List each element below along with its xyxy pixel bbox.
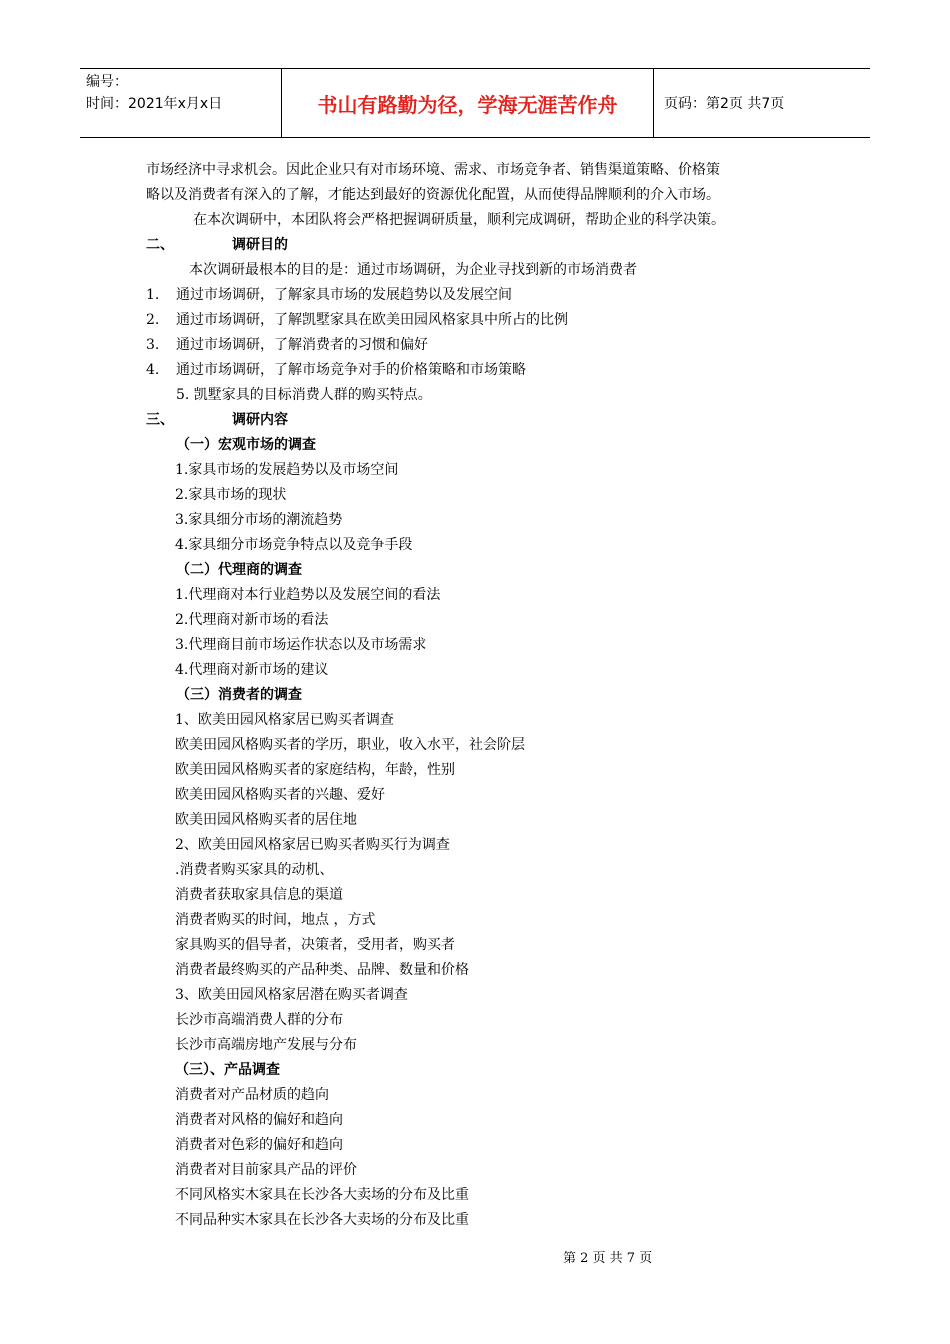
- paragraph-line: 本次调研最根本的目的是：通过市场调研，为企业寻找到新的市场消费者: [189, 262, 637, 278]
- list-item: 1、欧美田园风格家居已购买者调查: [175, 712, 394, 728]
- list-item: 不同风格实木家具在长沙各大卖场的分布及比重: [175, 1187, 469, 1203]
- list-item: 4.代理商对新市场的建议: [175, 662, 329, 678]
- list-item: 欧美田园风格购买者的兴趣、爱好: [175, 787, 385, 803]
- list-item: 4.家具细分市场竞争特点以及竞争手段: [175, 537, 413, 553]
- list-item: 2.代理商对新市场的看法: [175, 612, 329, 628]
- list-item: 消费者对产品材质的趋向: [175, 1087, 329, 1103]
- list-item: 消费者购买的时间，地点 ，方式: [175, 912, 376, 928]
- list-number: 1.: [146, 287, 160, 303]
- list-item: .消费者购买家具的动机、: [175, 862, 334, 878]
- page-indicator: 页码：第2页 共7页: [664, 96, 785, 112]
- list-item: 消费者最终购买的产品种类、品牌、数量和价格: [175, 962, 469, 978]
- paragraph-line: 市场经济中寻求机会。因此企业只有对市场环境、需求、市场竞争者、销售渠道策略、价格策: [146, 162, 720, 178]
- list-number: 4.: [146, 362, 160, 378]
- subsection-heading: （二）代理商的调查: [176, 562, 302, 578]
- list-item: 消费者对风格的偏好和趋向: [175, 1112, 343, 1128]
- footer-page-number: 第 2 页 共 7 页: [563, 1251, 653, 1266]
- list-item: 消费者获取家具信息的渠道: [175, 887, 343, 903]
- paragraph-line: 在本次调研中，本团队将会严格把握调研质量，顺利完成调研，帮助企业的科学决策。: [193, 212, 725, 228]
- subsection-heading: （三）、产品调查: [175, 1062, 280, 1078]
- section-number: 三、: [146, 412, 174, 428]
- section-heading: 调研目的: [232, 237, 288, 253]
- section-heading: 调研内容: [232, 412, 288, 428]
- list-item: 不同品种实木家具在长沙各大卖场的分布及比重: [175, 1212, 469, 1228]
- page-header: [80, 68, 870, 138]
- header-left-cell: [80, 69, 282, 137]
- list-item: 消费者对目前家具产品的评价: [175, 1162, 357, 1178]
- list-item: 家具购买的倡导者，决策者，受用者，购买者: [175, 937, 455, 953]
- list-item: 3.代理商目前市场运作状态以及市场需求: [175, 637, 427, 653]
- list-item: 欧美田园风格购买者的学历，职业，收入水平，社会阶层: [175, 737, 525, 753]
- list-item: 欧美田园风格购买者的家庭结构，年龄，性别: [175, 762, 455, 778]
- list-item: 3、欧美田园风格家居潜在购买者调查: [175, 987, 408, 1003]
- list-item: 1.家具市场的发展趋势以及市场空间: [175, 462, 399, 478]
- list-item: 3.家具细分市场的潮流趋势: [175, 512, 343, 528]
- list-item: 通过市场调研，了解家具市场的发展趋势以及发展空间: [176, 287, 512, 303]
- list-item: 通过市场调研，了解消费者的习惯和偏好: [176, 337, 428, 353]
- list-number: 3.: [146, 337, 160, 353]
- list-item: 5. 凯墅家具的目标消费人群的购买特点。: [176, 387, 432, 403]
- subsection-heading: （三）消费者的调查: [176, 687, 302, 703]
- date-label: 时间：2021年x月x日: [86, 96, 223, 112]
- list-item: 长沙市高端房地产发展与分布: [175, 1037, 357, 1053]
- list-number: 2.: [146, 312, 160, 328]
- paragraph-line: 略以及消费者有深入的了解，才能达到最好的资源优化配置，从而使得品牌顺利的介入市场。: [146, 187, 720, 203]
- motto: 书山有路勤为径，学海无涯苦作舟: [282, 69, 654, 137]
- number-label: 编号：: [86, 74, 128, 90]
- list-item: 消费者对色彩的偏好和趋向: [175, 1137, 343, 1153]
- list-item: 通过市场调研，了解凯墅家具在欧美田园风格家具中所占的比例: [176, 312, 568, 328]
- list-item: 2、欧美田园风格家居已购买者购买行为调查: [175, 837, 450, 853]
- list-item: 通过市场调研，了解市场竞争对手的价格策略和市场策略: [176, 362, 526, 378]
- section-number: 二、: [146, 237, 174, 253]
- list-item: 欧美田园风格购买者的居住地: [175, 812, 357, 828]
- list-item: 长沙市高端消费人群的分布: [175, 1012, 343, 1028]
- list-item: 1.代理商对本行业趋势以及发展空间的看法: [175, 587, 441, 603]
- list-item: 2.家具市场的现状: [175, 487, 287, 503]
- subsection-heading: （一）宏观市场的调查: [176, 437, 316, 453]
